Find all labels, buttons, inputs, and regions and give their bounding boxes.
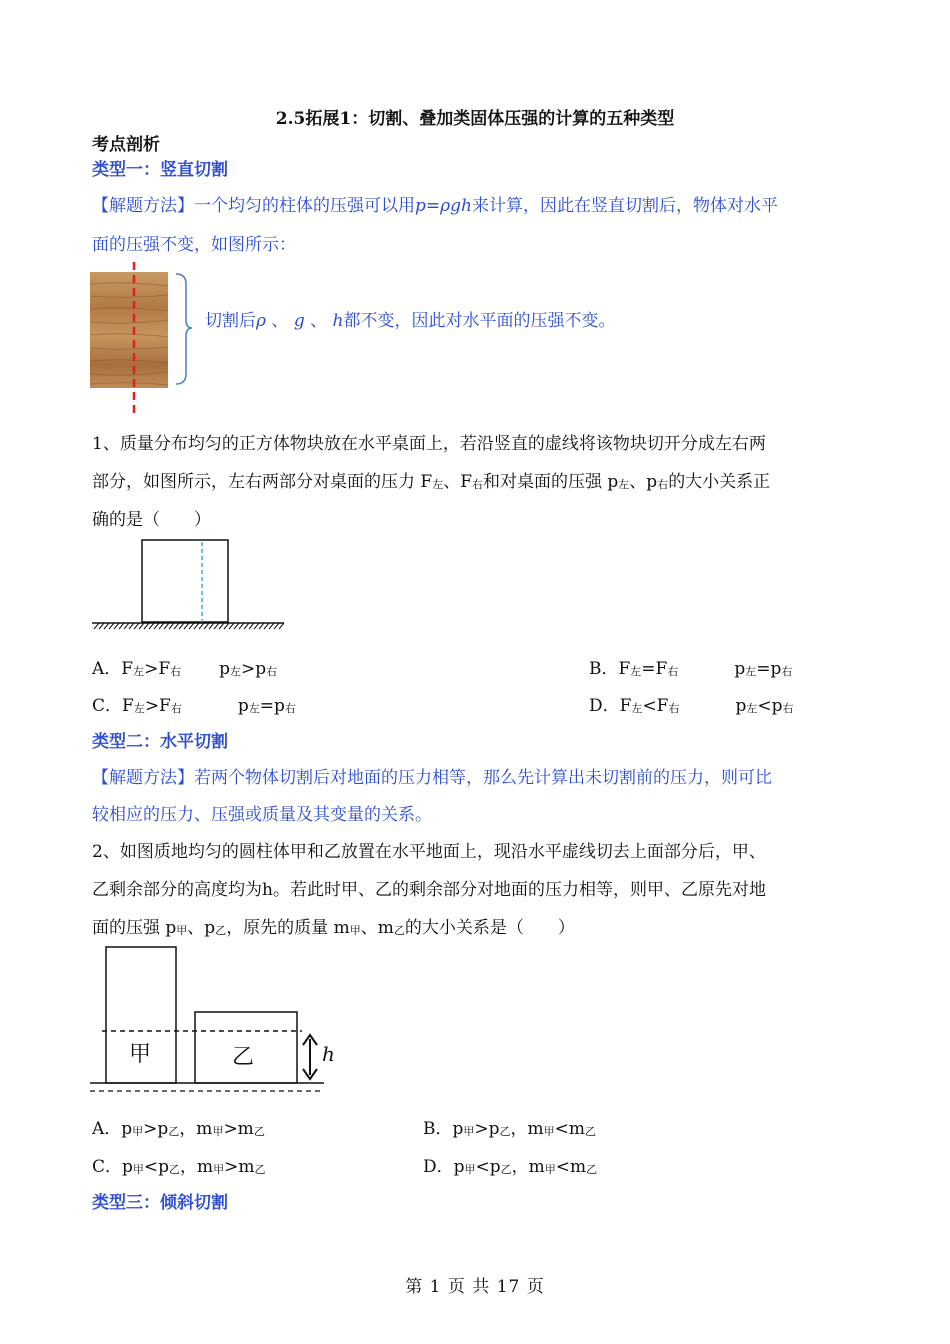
hatch-mark [244, 623, 249, 629]
hatch-mark [224, 623, 229, 629]
option-text: B．p [423, 1119, 464, 1139]
type3-heading: 类型三：倾斜切割 [92, 1193, 228, 1213]
separator: 、 [304, 311, 333, 331]
hatch-mark [154, 623, 159, 629]
q2-text: 、m [360, 918, 394, 938]
option-text: ，m [180, 1157, 214, 1177]
q1-option-a[interactable] [92, 654, 277, 679]
option-text: <p [757, 696, 783, 716]
q1-text: 、p [629, 472, 658, 492]
subscript: 左 [248, 702, 260, 715]
type1-method-line1 [92, 191, 778, 216]
subscript: 右 [781, 665, 793, 678]
type2-heading: 类型二：水平切割 [92, 732, 228, 752]
fig1-caption [205, 306, 615, 331]
wood-block-figure [88, 262, 198, 414]
option-text: D．p [423, 1157, 465, 1177]
separator: 、 [266, 311, 294, 331]
cube [142, 540, 228, 622]
option-text: C．p [92, 1157, 133, 1177]
label-yi: 乙 [232, 1045, 255, 1070]
method-text: 来计算，因此在竖直切割后，物体对水平 [471, 196, 778, 216]
subscript: 甲 [176, 924, 188, 937]
hatch-mark [129, 623, 134, 629]
hatch-mark [199, 623, 204, 629]
type1-heading: 类型一：竖直切割 [92, 160, 228, 180]
subscript: 乙 [215, 924, 227, 937]
hatch-mark [174, 623, 179, 629]
hatch-mark [109, 623, 114, 629]
subscript: 右 [782, 702, 794, 715]
option-text: p [734, 659, 746, 679]
hatch-mark [99, 623, 104, 629]
option-text: D．F [589, 696, 632, 716]
subscript: 甲 [464, 1163, 476, 1176]
hatch-mark [94, 623, 99, 629]
method-tag: 【解题方法】 [92, 196, 194, 216]
subscript: 乙 [499, 1125, 511, 1138]
symbol-rho: ρ [256, 311, 266, 331]
q1-text: 和对桌面的压强 p [483, 472, 619, 492]
option-text: p [237, 696, 249, 716]
q2-text: ，原先的质量 m [226, 918, 350, 938]
subscript: 甲 [132, 1125, 144, 1138]
hatch-mark [234, 623, 239, 629]
option-text: <F [642, 696, 669, 716]
document-title: 2.5拓展1：切割、叠加类固体压强的计算的五种类型 [275, 109, 675, 129]
subscript: 右 [170, 702, 182, 715]
option-text: >p [474, 1119, 500, 1139]
subscript: 乙 [169, 1163, 181, 1176]
q1-option-c[interactable] [92, 691, 296, 716]
hatch-mark [164, 623, 169, 629]
subscript: 甲 [213, 1163, 225, 1176]
q2-option-c[interactable] [92, 1152, 266, 1177]
wood-block [90, 272, 168, 388]
section-heading: 考点剖析 [92, 135, 160, 155]
subscript: 右 [668, 702, 680, 715]
symbol-g: g [293, 311, 305, 331]
hatch-mark [139, 623, 144, 629]
q2-option-d[interactable] [423, 1152, 597, 1177]
option-text: <m [554, 1119, 586, 1139]
caption-text: 都不变，因此对水平面的压强不变。 [343, 311, 616, 331]
cylinders-figure [88, 944, 348, 1094]
hatch-mark [219, 623, 224, 629]
option-text: ，m [179, 1119, 213, 1139]
hatch-mark [179, 623, 184, 629]
method-text: 若两个物体切割后对地面的压力相等，那么先计算出未切割前的压力，则可比 [194, 768, 772, 788]
hatch-mark [274, 623, 279, 629]
subscript: 左 [745, 665, 757, 678]
type1-method-line2: 面的压强不变，如图所示： [92, 235, 296, 255]
q1-line3: 确的是（ ） [92, 510, 211, 530]
option-text: >p [143, 1119, 169, 1139]
subscript: 甲 [544, 1163, 556, 1176]
type2-method-line2: 较相应的压力、压强或质量及其变量的关系。 [92, 805, 432, 825]
q1-text: 、F [443, 472, 472, 492]
subscript: 右 [284, 702, 296, 715]
subscript: 左 [432, 478, 444, 491]
subscript: 乙 [585, 1125, 597, 1138]
q1-option-b[interactable] [589, 654, 792, 679]
q2-option-b[interactable] [423, 1114, 596, 1139]
q2-text: 、p [187, 918, 216, 938]
subscript: 甲 [132, 1163, 144, 1176]
q1-line1: 1、质量分布均匀的正方体物块放在水平桌面上，若沿竖直的虚线将该物块切开分成左右两 [92, 434, 766, 454]
q1-option-d[interactable] [589, 691, 794, 716]
hatch-mark [214, 623, 219, 629]
q2-option-a[interactable] [92, 1114, 265, 1139]
subscript: 右 [266, 665, 278, 678]
subscript: 甲 [212, 1125, 224, 1138]
hatch-mark [279, 623, 284, 629]
option-text: >m [224, 1157, 255, 1177]
method-text: 一个均匀的柱体的压强可以用 [194, 196, 415, 216]
subscript: 左 [133, 665, 145, 678]
label-jia: 甲 [129, 1042, 152, 1067]
option-text: p [735, 696, 747, 716]
symbol-h: h [332, 311, 344, 331]
option-text: =p [756, 659, 782, 679]
subscript: 左 [618, 478, 630, 491]
q2-line1: 2、如图质地均匀的圆柱体甲和乙放置在水平地面上，现沿水平虚线切去上面部分后，甲、 [92, 842, 766, 862]
subscript: 左 [230, 665, 242, 678]
option-text: >F [144, 659, 171, 679]
subscript: 乙 [393, 924, 405, 937]
subscript: 右 [657, 478, 669, 491]
subscript: 乙 [500, 1163, 512, 1176]
q1-line2 [92, 467, 770, 492]
table-hatching [94, 623, 284, 629]
subscript: 乙 [168, 1125, 180, 1138]
subscript: 左 [133, 702, 145, 715]
subscript: 乙 [586, 1163, 598, 1176]
hatch-mark [239, 623, 244, 629]
subscript: 右 [170, 665, 182, 678]
hatch-mark [264, 623, 269, 629]
hatch-mark [269, 623, 274, 629]
hatch-mark [194, 623, 199, 629]
option-text: <p [143, 1157, 170, 1177]
option-text: <m [555, 1157, 587, 1177]
subscript: 乙 [254, 1163, 266, 1176]
hatch-mark [249, 623, 254, 629]
subscript: 左 [631, 702, 643, 715]
q2-line2: 乙剩余部分的高度均为h。若此时甲、乙的剩余部分对地面的压力相等，则甲、乙原先对地 [92, 880, 766, 900]
pressure-formula: p=ρgh [415, 196, 472, 216]
option-text: =F [641, 659, 668, 679]
subscript: 甲 [543, 1125, 555, 1138]
option-text: B．F [589, 659, 631, 679]
option-text: >m [223, 1119, 254, 1139]
hatch-mark [114, 623, 119, 629]
h-arrow [303, 1035, 317, 1079]
hatch-mark [134, 623, 139, 629]
hatch-mark [119, 623, 124, 629]
q2-text: 的大小关系是（ ） [404, 918, 575, 938]
subscript: 左 [630, 665, 642, 678]
option-text: <p [475, 1157, 501, 1177]
subscript: 乙 [253, 1125, 265, 1138]
subscript: 左 [746, 702, 758, 715]
option-text: A．p [92, 1119, 133, 1139]
hatch-mark [204, 623, 209, 629]
subscript: 甲 [349, 924, 361, 937]
hatch-mark [144, 623, 149, 629]
hatch-mark [104, 623, 109, 629]
option-text: =p [259, 696, 285, 716]
hatch-mark [259, 623, 264, 629]
brace [176, 274, 192, 384]
option-text: ，m [510, 1119, 544, 1139]
hatch-mark [124, 623, 129, 629]
hatch-mark [159, 623, 164, 629]
type2-method-line1 [92, 763, 772, 788]
label-h: h [322, 1042, 335, 1066]
page-footer: 第 1 页 共 17 页 [405, 1277, 545, 1297]
hatch-mark [209, 623, 214, 629]
hatch-mark [229, 623, 234, 629]
option-text: >p [241, 659, 267, 679]
q1-text: 的大小关系正 [668, 472, 771, 492]
hatch-mark [254, 623, 259, 629]
q2-line3 [92, 913, 575, 938]
option-text: >F [144, 696, 171, 716]
cube-figure [92, 538, 287, 633]
option-text: A．F [92, 659, 134, 679]
hatch-mark [169, 623, 174, 629]
hatch-mark [189, 623, 194, 629]
option-text: p [219, 659, 231, 679]
hatch-mark [184, 623, 189, 629]
subscript: 甲 [463, 1125, 475, 1138]
q1-text: 部分，如图所示，左右两部分对桌面的压力 F [92, 472, 433, 492]
hatch-mark [149, 623, 154, 629]
subscript: 右 [667, 665, 679, 678]
caption-text: 切割后 [205, 311, 256, 331]
option-text: C．F [92, 696, 134, 716]
subscript: 右 [472, 478, 483, 491]
option-text: ，m [511, 1157, 545, 1177]
q2-text: 面的压强 p [92, 918, 177, 938]
method-tag: 【解题方法】 [92, 768, 194, 788]
